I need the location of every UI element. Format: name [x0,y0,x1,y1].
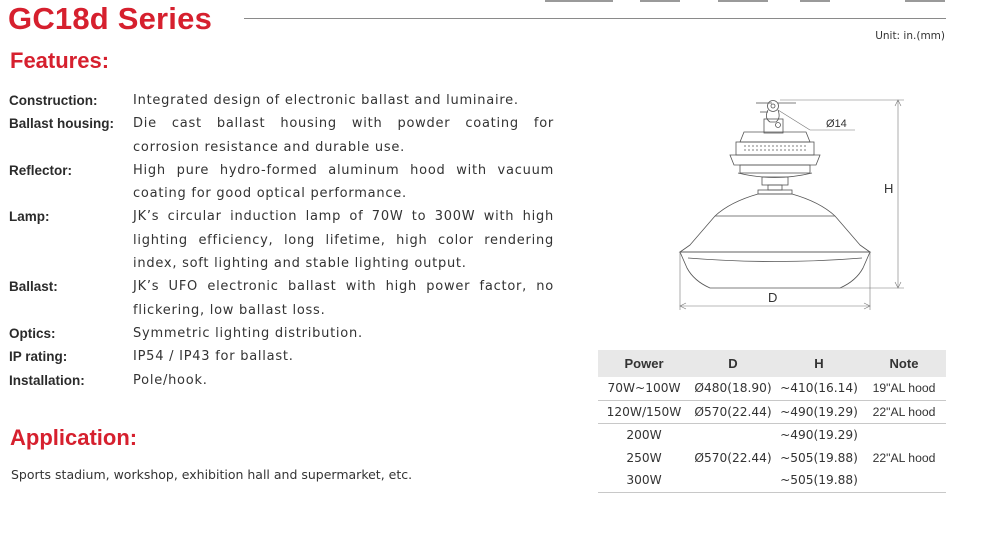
feature-value: Symmetric lighting distribution. [133,325,363,341]
feature-label: Reflector: [9,162,73,178]
feature-row [9,112,554,159]
feature-row [9,275,554,322]
cell-h: ~505(19.88) [776,469,862,492]
cell-d: Ø480(18.90) [690,377,776,400]
spec-table [598,350,946,493]
cell-power: 70W~100W [598,377,690,400]
top-edge-mark [905,0,945,2]
reflector-hood [680,194,870,288]
page-title: GC18d Series [8,1,213,36]
hook-diameter-label: Ø14 [826,118,847,130]
header-d: D [690,350,776,377]
features-list [9,89,554,392]
cell-h: ~490(19.29) [780,427,858,442]
ballast-housing [730,132,820,178]
cell-power: 120W/150W [598,400,690,423]
cell-d-merged: Ø570(22.44) [690,423,776,492]
header-h: H [776,350,862,377]
height-label: H [884,181,894,196]
cell-power: 200W [626,427,662,442]
table-header-row [598,350,946,377]
top-edge-mark [545,0,613,2]
feature-row [9,159,554,206]
top-edge-mark [640,0,680,2]
header-note: Note [862,350,946,377]
feature-label: Ballast: [9,279,58,295]
feature-label: Construction: [9,93,98,108]
feature-value: High pure hydro-formed aluminum hood with vacuum coating for good optical performance. [133,162,554,202]
luminaire-drawing [660,90,910,320]
cell-h: ~410(16.14) [776,377,862,400]
feature-label: Lamp: [9,209,50,225]
application-heading: Application: [10,425,138,450]
header-power: Power [598,350,690,377]
cell-note: 19"AL hood [862,377,946,400]
feature-value: IP54 / IP43 for ballast. [133,349,294,365]
table-row [598,423,946,446]
feature-label: Installation: [9,372,85,388]
unit-label: Unit: in.(mm) [875,30,945,42]
cell-note: 22"AL hood [862,400,946,423]
feature-value: Pole/hook. [133,372,208,388]
feature-value: Integrated design of electronic ballast and luminaire. [133,93,519,108]
feature-value: Die cast ballast housing with powder coating for corrosion resistance and durable use. [133,116,554,155]
table-row [598,400,946,423]
feature-row [9,89,554,112]
cell-power: 300W [598,469,690,492]
top-edge-mark [718,0,768,2]
features-heading: Features: [10,48,110,73]
application-text: Sports stadium, workshop, exhibition hall and supermarket, etc. [11,467,413,482]
feature-value: JK’s circular induction lamp of 70W to 300W with high lighting efficiency, long lifetime, high color rendering index, soft lighting and stable lighting output. [133,209,554,272]
neck-shape [758,177,792,194]
cell-h: ~490(19.29) [776,400,862,423]
feature-label: IP rating: [9,349,68,365]
top-edge-mark [800,0,830,2]
table-row [598,377,946,400]
title-divider [244,18,946,19]
cell-note-merged: 22"AL hood [862,423,946,492]
feature-row [9,322,554,345]
feature-row [9,345,554,368]
feature-row [9,369,554,392]
cell-h: ~505(19.88) [780,450,858,465]
feature-label: Ballast housing: [9,116,115,132]
feature-row [9,205,554,275]
feature-value: JK’s UFO electronic ballast with high power factor, no flickering, low ballast loss. [133,279,554,318]
cell-d: Ø570(22.44) [690,400,776,423]
diameter-label: D [768,290,778,305]
cell-power: 250W [626,450,662,465]
hook-shape [756,101,796,134]
feature-label: Optics: [9,325,56,341]
